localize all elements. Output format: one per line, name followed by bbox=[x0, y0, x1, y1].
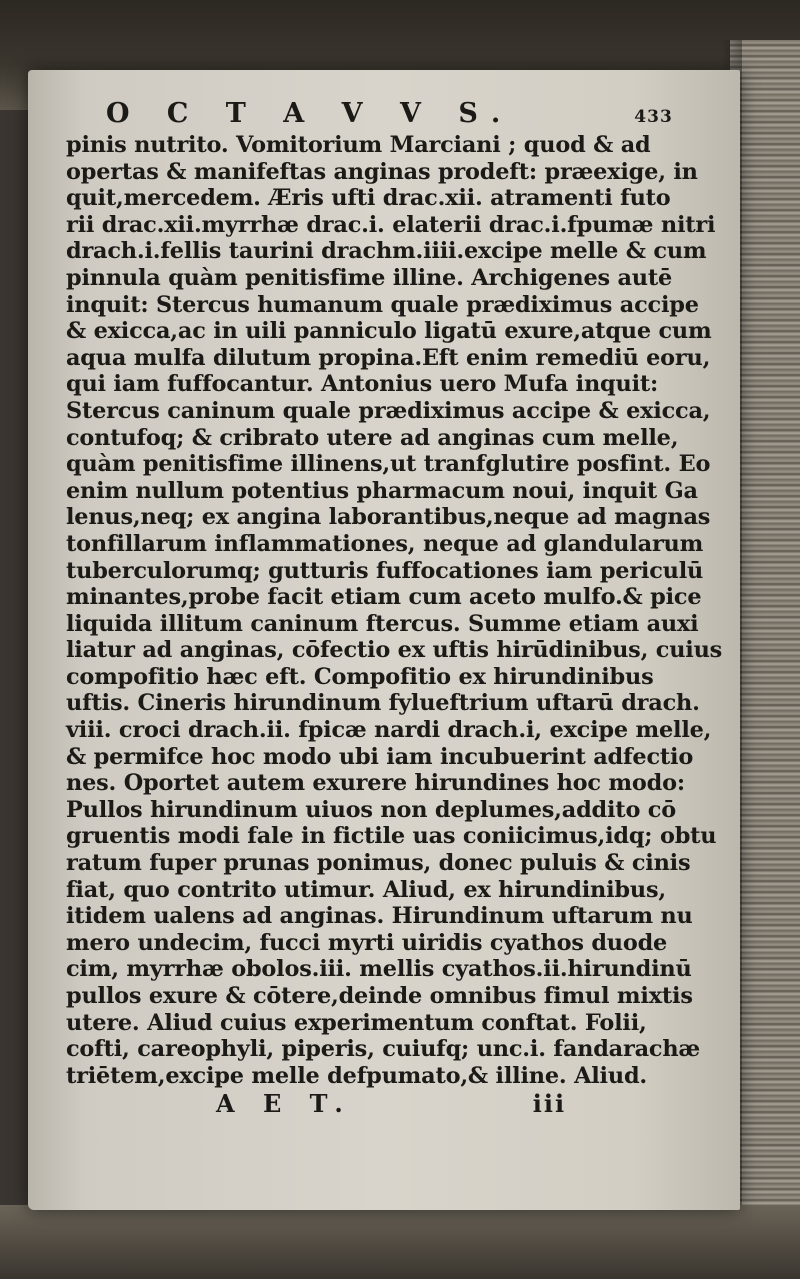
text-line: enim nullum potentius pharmacum noui, inquit Ga bbox=[66, 477, 698, 504]
catchword: A E T. bbox=[216, 1089, 353, 1119]
text-line: mero undecim, fucci myrti uiridis cyathos duode bbox=[66, 929, 668, 956]
text-line: utere. Aliud cuius experimentum conftat. Folii, bbox=[66, 1009, 647, 1036]
text-line: ratum fuper prunas ponimus, donec puluis & cinis bbox=[66, 850, 691, 877]
text-line: qui iam fuffocantur. Antonius uero Mufa inquit: bbox=[66, 371, 659, 398]
text-line: triētem,excipe melle defpumato,& illine. Aliud. bbox=[66, 1062, 647, 1089]
page-number: 433 bbox=[634, 107, 673, 127]
text-line: quàm penitisfime illinens,ut tranfglutire posfint. Eo bbox=[66, 451, 711, 478]
text-line: quit,mercedem. Æris ufti drac.xii. atramenti futo bbox=[66, 185, 671, 212]
text-line: pinis nutrito. Vomitorium Marciani ; quod & ad bbox=[66, 132, 651, 158]
body-text bbox=[66, 132, 723, 1089]
text-line: uftis. Cineris hirundinum fylueftrium uftarū drach. bbox=[66, 690, 700, 717]
text-line: fiat, quo contrito utimur. Aliud, ex hirundinibus, bbox=[66, 876, 666, 903]
text-line: pullos exure & cōtere,deinde omnibus fimul mixtis bbox=[66, 983, 693, 1009]
text-line: & permifce hoc modo ubi iam incubuerint adfectio bbox=[66, 743, 694, 770]
text-line: inquit: Stercus humanum quale prædiximus accipe bbox=[66, 291, 699, 318]
text-line: gruentis modi fale in fictile uas coniicimus,idq; obtu bbox=[66, 823, 717, 850]
text-line: cim, myrrhæ obolos.iii. mellis cyathos.ii.hirundinū bbox=[66, 956, 692, 983]
text-line: nes. Oportet autem exurere hirundines hoc modo: bbox=[66, 770, 685, 797]
text-line: pinnula quàm penitisfime illine. Archigenes autē bbox=[66, 264, 673, 291]
text-line: Pullos hirundinum uiuos non deplumes,addito cō bbox=[66, 796, 676, 823]
catchword-line bbox=[216, 1089, 716, 1119]
scan-background-bottom bbox=[0, 1205, 800, 1279]
text-line: aqua mulfa dilutum propina.Eft enim remediū eoru, bbox=[66, 344, 711, 371]
page-text-block bbox=[66, 98, 723, 1119]
text-line: cofti, careophyli, piperis, cuiufq; unc.i. fandarachæ bbox=[66, 1036, 701, 1063]
text-line: viii. croci drach.ii. fpicæ nardi drach.i, excipe melle, bbox=[66, 717, 712, 744]
text-line: opertas & manifeftas anginas prodeft: præexige, in bbox=[66, 158, 698, 185]
text-line: rii drac.xii.myrrhæ drac.i. elaterii drac.i.fpumæ nitri bbox=[66, 211, 716, 238]
text-line: drach.i.fellis taurini drachm.iiii.excipe melle & cum bbox=[66, 238, 707, 265]
text-line: tonfillarum inflammationes, neque ad glandularum bbox=[66, 530, 704, 557]
text-line: compofitio hæc eft. Compofitio ex hirundinibus bbox=[66, 663, 654, 690]
running-head-title: O C T A V V S. bbox=[106, 98, 515, 129]
running-head bbox=[106, 98, 716, 132]
text-line: & exicca,ac in uili panniculo ligatū exure,atque cum bbox=[66, 318, 712, 345]
text-line: Stercus caninum quale prædiximus accipe & exicca, bbox=[66, 397, 711, 424]
signature-mark: iii bbox=[532, 1089, 567, 1119]
text-line: contufoq; & cribrato utere ad anginas cum melle, bbox=[66, 424, 679, 451]
text-line: liquida illitum caninum ftercus. Summe etiam auxi bbox=[66, 610, 699, 637]
text-line: minantes,probe facit etiam cum aceto mulfo.& pice bbox=[66, 584, 702, 611]
text-line: tuberculorumq; gutturis fuffocationes iam periculū bbox=[66, 557, 704, 584]
text-line: liatur ad anginas, cōfectio ex uftis hirūdinibus, cuius bbox=[66, 637, 723, 664]
text-line: itidem ualens ad anginas. Hirundinum uftarum nu bbox=[66, 903, 693, 930]
text-line: lenus,neq; ex angina laborantibus,neque ad magnas bbox=[66, 504, 711, 531]
